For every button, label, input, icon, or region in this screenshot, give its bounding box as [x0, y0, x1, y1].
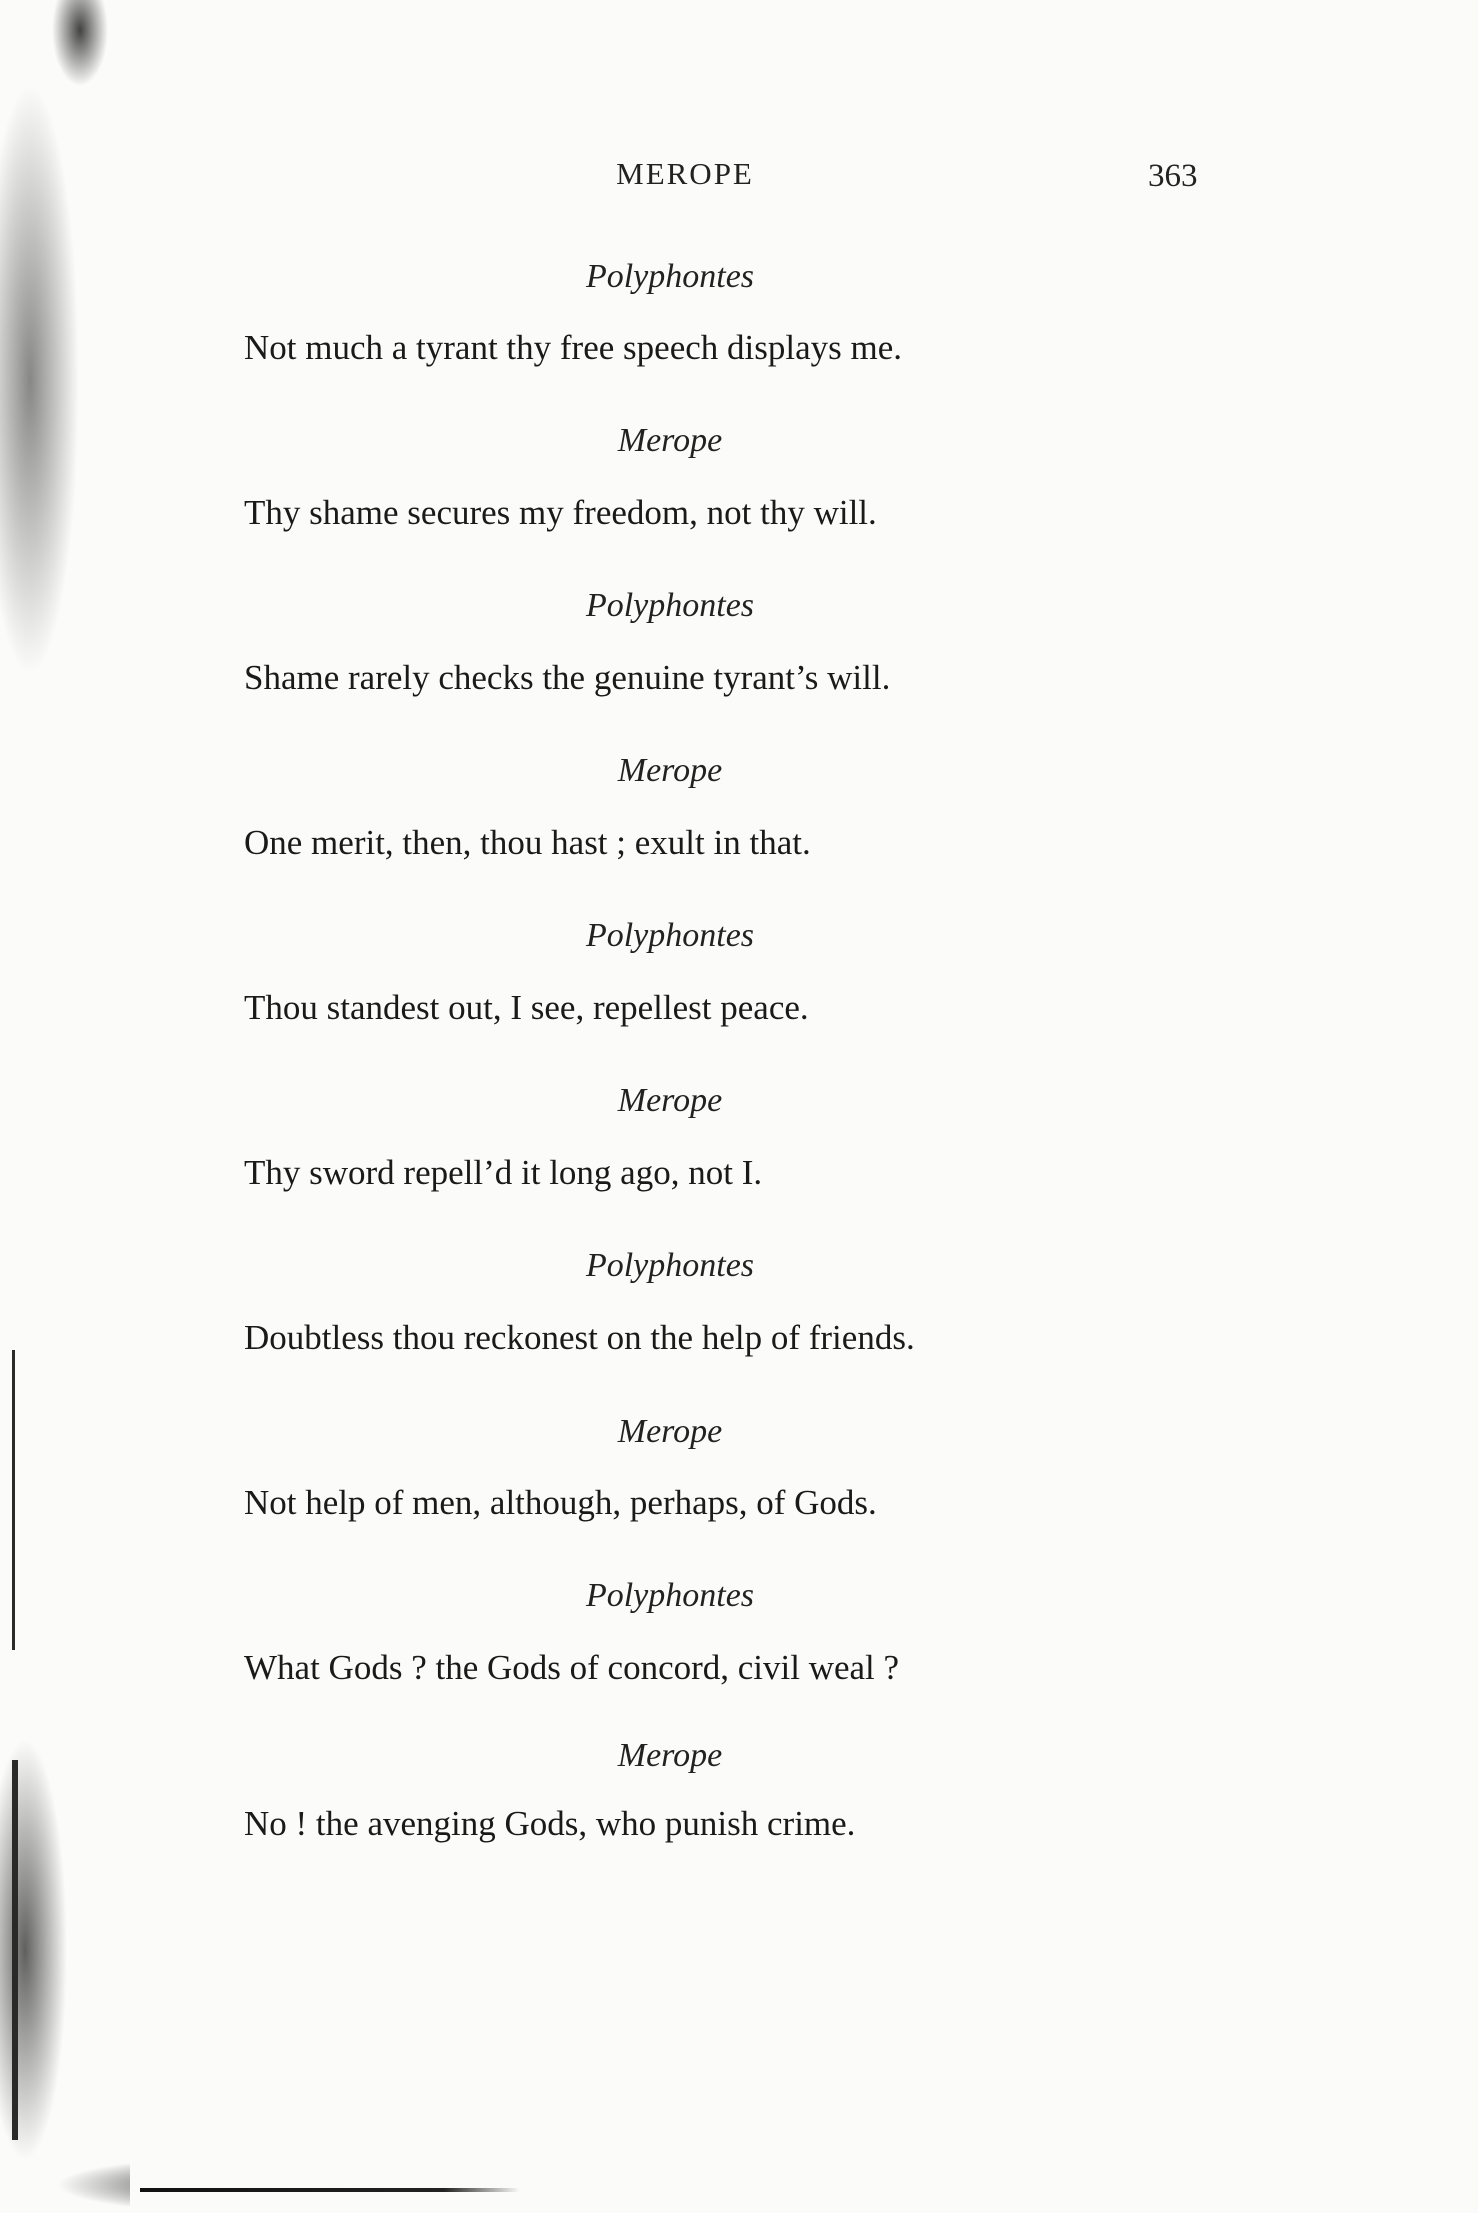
speaker-name: Polyphontes: [585, 258, 755, 295]
running-title: MEROPE: [616, 156, 754, 191]
dialogue-line: One merit, then, thou hast ; exult in that.: [244, 823, 811, 862]
speaker-name: Merope: [617, 1413, 723, 1450]
dialogue-line: Thy shame secures my freedom, not thy will.: [244, 493, 877, 532]
speaker-name: Merope: [617, 752, 723, 789]
speaker-name: Merope: [617, 1737, 723, 1774]
speaker-name: Polyphontes: [585, 1577, 755, 1614]
dialogue-line: What Gods ? the Gods of concord, civil weal ?: [244, 1648, 900, 1687]
dialogue-line: Thy sword repell’d it long ago, not I.: [244, 1153, 763, 1192]
dialogue-line: No ! the avenging Gods, who punish crime.: [244, 1804, 856, 1843]
speaker-name: Merope: [617, 422, 723, 459]
speaker-name: Polyphontes: [585, 587, 755, 624]
dialogue-line: Shame rarely checks the genuine tyrant’s will.: [244, 658, 891, 697]
dialogue-line: Thou standest out, I see, repellest peace.: [244, 988, 809, 1027]
speaker-name: Polyphontes: [585, 1247, 755, 1284]
dialogue-line: Doubtless thou reckonest on the help of friends.: [244, 1318, 915, 1357]
gutter-mark: [12, 1760, 18, 2140]
page-edge-shadow: [140, 2188, 520, 2192]
speaker-name: Merope: [617, 1082, 723, 1119]
speaker-name: Polyphontes: [585, 917, 755, 954]
dialogue-line: Not help of men, although, perhaps, of Gods.: [244, 1483, 877, 1522]
page-number: 363: [1148, 158, 1198, 194]
dialogue-line: Not much a tyrant thy free speech displays me.: [244, 328, 902, 367]
